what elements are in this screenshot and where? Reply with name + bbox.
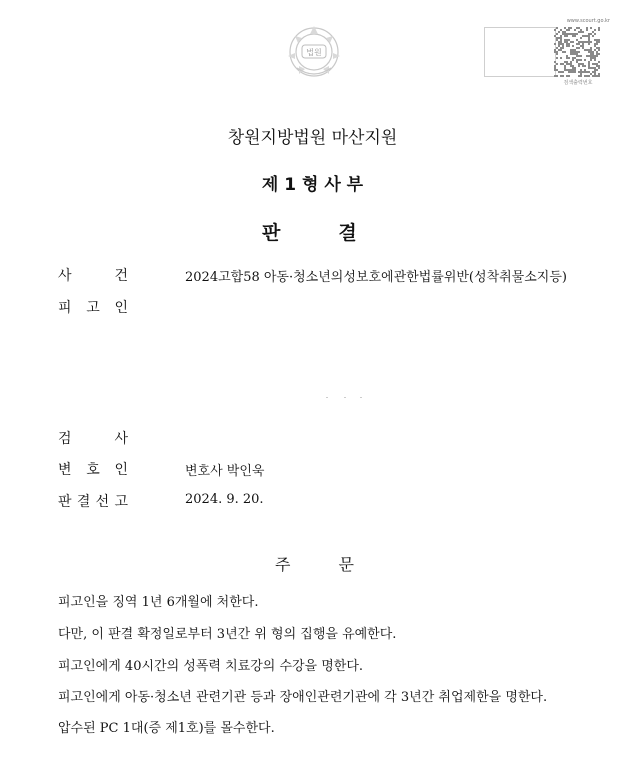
sentence-date-label <box>58 491 128 511</box>
order-line: 피고인에게 40시간의 성폭력 치료강의 수강을 명한다. <box>58 659 364 674</box>
qr-code-icon <box>554 27 600 77</box>
order-line: 압수된 PC 1대(증 제1호)를 몰수한다. <box>58 721 275 736</box>
sentence-date-label-text: 판 결 선 고 <box>58 494 128 510</box>
division-name: 제 1 형 사 부 <box>261 175 364 195</box>
order-heading-char: 주 <box>275 555 291 574</box>
order-line: 피고인에게 아동·청소년 관련기관 등과 장애인관련기관에 각 3년간 취업제한을 명한다. <box>58 690 548 705</box>
order-heading-char: 문 <box>338 555 354 574</box>
qr-caption: 검색출력번호 <box>563 80 593 86</box>
counsel-value: 변호사 박인욱 <box>185 464 265 479</box>
court-emblem-icon <box>283 22 345 82</box>
document-title <box>262 218 357 245</box>
defendant-label <box>58 297 128 317</box>
counsel-label <box>58 459 128 479</box>
court-name: 창원지방법원 마산지원 <box>227 128 398 148</box>
order-line: 피고인을 징역 1년 6개월에 처한다. <box>58 595 259 610</box>
sentence-date-value: 2024. 9. 20. <box>185 492 264 507</box>
prosecutor-label <box>58 428 128 448</box>
stamp-box <box>484 27 556 77</box>
defendant-label-text: 피 고 인 <box>58 300 128 316</box>
document-title-char: 판 <box>262 222 281 244</box>
qr-url: www.scourt.go.kr <box>566 18 610 24</box>
counsel-label-text: 변 호 인 <box>58 462 128 478</box>
prosecutor-label-text: 검 사 <box>58 431 128 447</box>
faint-mark <box>326 397 366 399</box>
case-label <box>58 265 128 285</box>
case-label-text: 사 건 <box>58 268 128 284</box>
order-heading <box>275 552 354 575</box>
order-line: 다만, 이 판결 확정일로부터 3년간 위 형의 집행을 유예한다. <box>58 627 397 642</box>
case-value: 2024고합58 아동·청소년의성보호에관한법률위반(성착취물소지등) <box>185 270 567 285</box>
emblem-text: 법원 <box>306 48 322 57</box>
document-title-char: 결 <box>338 222 357 244</box>
